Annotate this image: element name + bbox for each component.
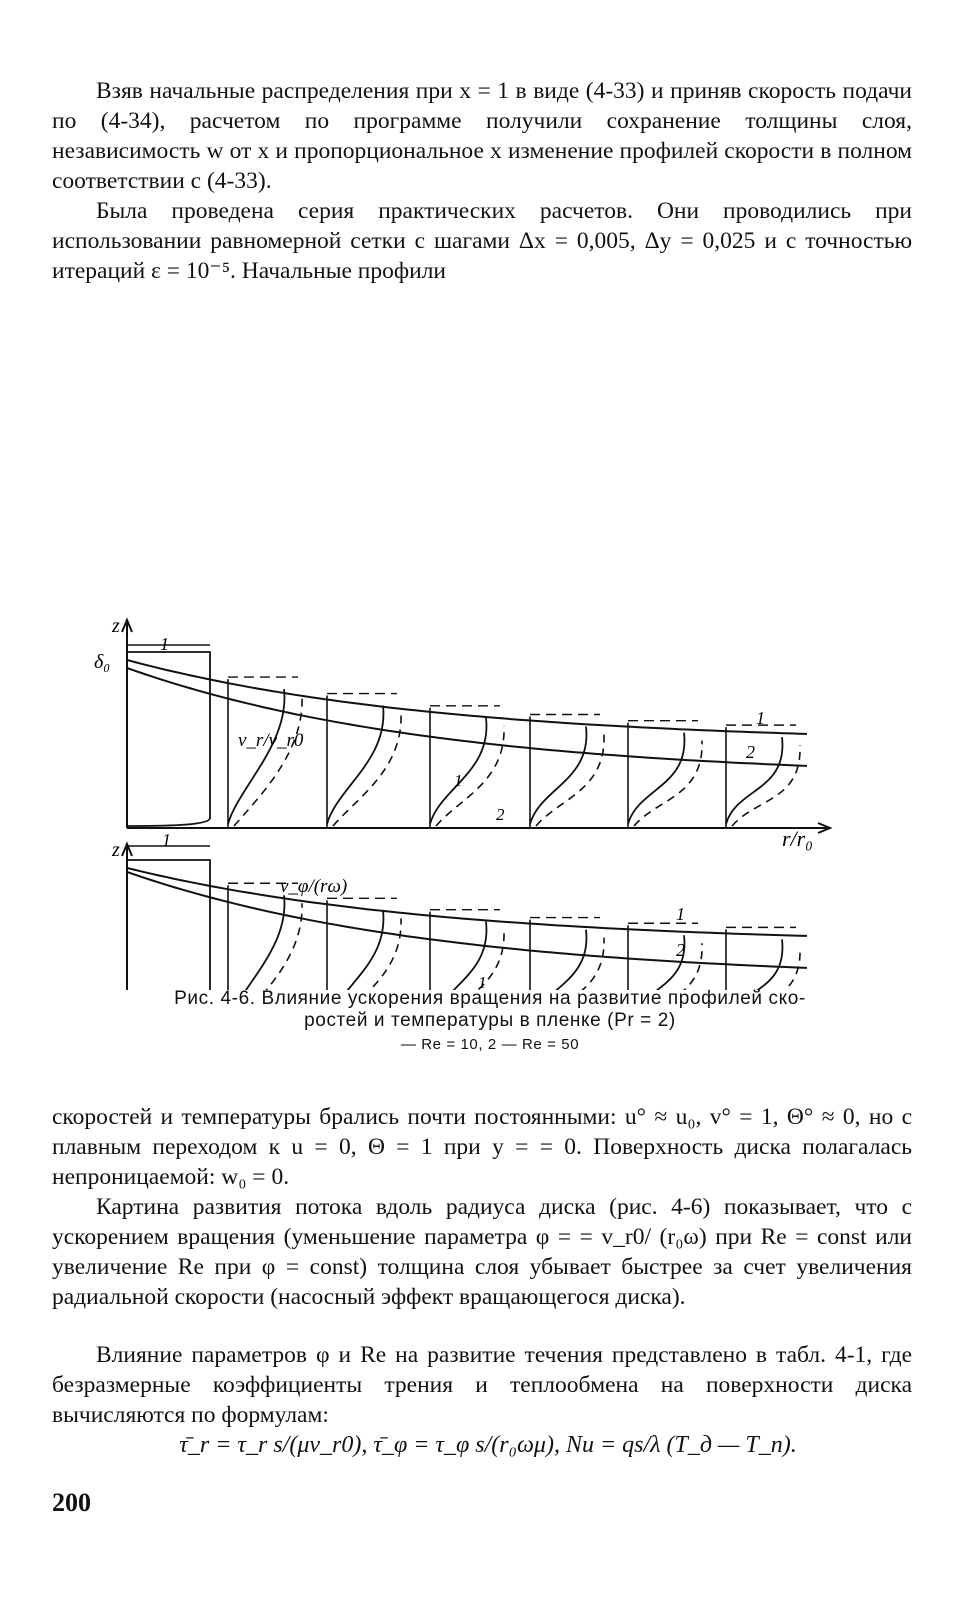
paragraph-2: Была проведена серия практических расчетов. Они проводились при использовании равномерной сетки с шагами Δx = 0,005, Δy = 0,025 и с точностью итераций ε = 10⁻⁵. Начальные профили (52, 198, 912, 284)
panel2-profile-dashed-3 (436, 930, 504, 990)
panel2-z-label: z (112, 839, 120, 861)
paragraph-5: Влияние параметров φ и Re на развитие течения представлено в табл. 4-1, где безразмерные коэффициенты трения и теплообмена на поверхности диска вычисляются по формулам: (52, 1342, 912, 1428)
panel1-profile-dashed-1 (234, 697, 302, 826)
panel1-curve1-label: 1 (756, 708, 765, 728)
panel1-profile-dashed-5 (634, 741, 702, 826)
panel1-profile-dashed-4 (536, 734, 604, 826)
page-number: 200 (52, 1488, 91, 1517)
panel2-profile-dashed-5 (634, 943, 702, 990)
panel1-scale-label: 1 (160, 634, 169, 654)
paragraph-1: Взяв начальные распределения при x = 1 в виде (4-33) и приняв скорость подачи по (4-34), расчетом по программе получили сохранение толщины слоя, независимость w от x и пропорциональное x изменение профилей скорости в полном соответствии с (4-33). (52, 78, 912, 194)
panel1-thickness-curve-1 (127, 660, 807, 734)
panel2-curve2-label: 2 (676, 940, 685, 960)
panel2-profile-label: v_φ/(rω) (280, 876, 348, 897)
figure-caption (60, 988, 920, 1056)
panel2-profile-solid-2 (327, 910, 383, 990)
panel1-profile-label: v_r/v_r0 (238, 730, 304, 751)
panel1-z-label: z (112, 615, 120, 637)
panel1-profile-solid-4 (530, 726, 586, 824)
panel2-thickness-curve-2 (127, 872, 807, 968)
paragraph-3: скоростей и температуры брались почти постоянными: u° ≈ u₀, v° = 1, Θ° ≈ 0, но с плавным переходом к u = 0, Θ = 1 при y = = 0. Поверхность диска полагалась непроницаемой: w₀ = 0. (52, 1104, 912, 1190)
panel1-delta-label: δ₀ (94, 651, 111, 673)
panel1-curve-mark2: 2 (496, 805, 505, 824)
panel1-initial-profile (127, 652, 210, 826)
panel1-curve2-label: 2 (746, 742, 755, 762)
panel1-profile-solid-2 (327, 706, 383, 824)
panel1-profile-dashed-6 (732, 745, 800, 826)
figure-4-6 (0, 300, 976, 990)
formula: τ̄_r = τ_r s/(μv_r0), τ̄_φ = τ_φ s/(r₀ωμ), Nu = qs/λ (T_д — T_п). (179, 1432, 797, 1458)
panel1-curve-mark1: 1 (454, 771, 463, 790)
panel1-r-label: r/r₀ (782, 826, 813, 851)
caption-line-1: Рис. 4-6. Влияние ускорения вращения на развитие профилей ско- (174, 988, 806, 1009)
panel2-profile-dashed-2 (333, 918, 401, 990)
caption-line-2: ростей и температуры в пленке (Pr = 2) (304, 1010, 676, 1031)
panel2-profile-dashed-4 (536, 938, 604, 990)
panel2-scale-label: 1 (162, 830, 171, 850)
paragraph-4: Картина развития потока вдоль радиуса диска (рис. 4-6) показывает, что с ускорением вращения (уменьшение параметра φ = = v_r0/ (r₀ω) при Re = const или увеличение Re при φ = const) толщина слоя убывает быстрее за счет увеличения радиальной скорости (насосный эффект вращающегося диска). (52, 1194, 912, 1310)
panel1-profile-solid-5 (628, 733, 684, 824)
panel2-profile-solid-4 (530, 930, 586, 990)
caption-legend: — Re = 10, 2 — Re = 50 (400, 1036, 580, 1053)
panel2-curve-mark1: 1 (478, 973, 487, 990)
panel2-initial-profile (127, 860, 210, 990)
panel2-curve1-label: 1 (676, 904, 685, 924)
